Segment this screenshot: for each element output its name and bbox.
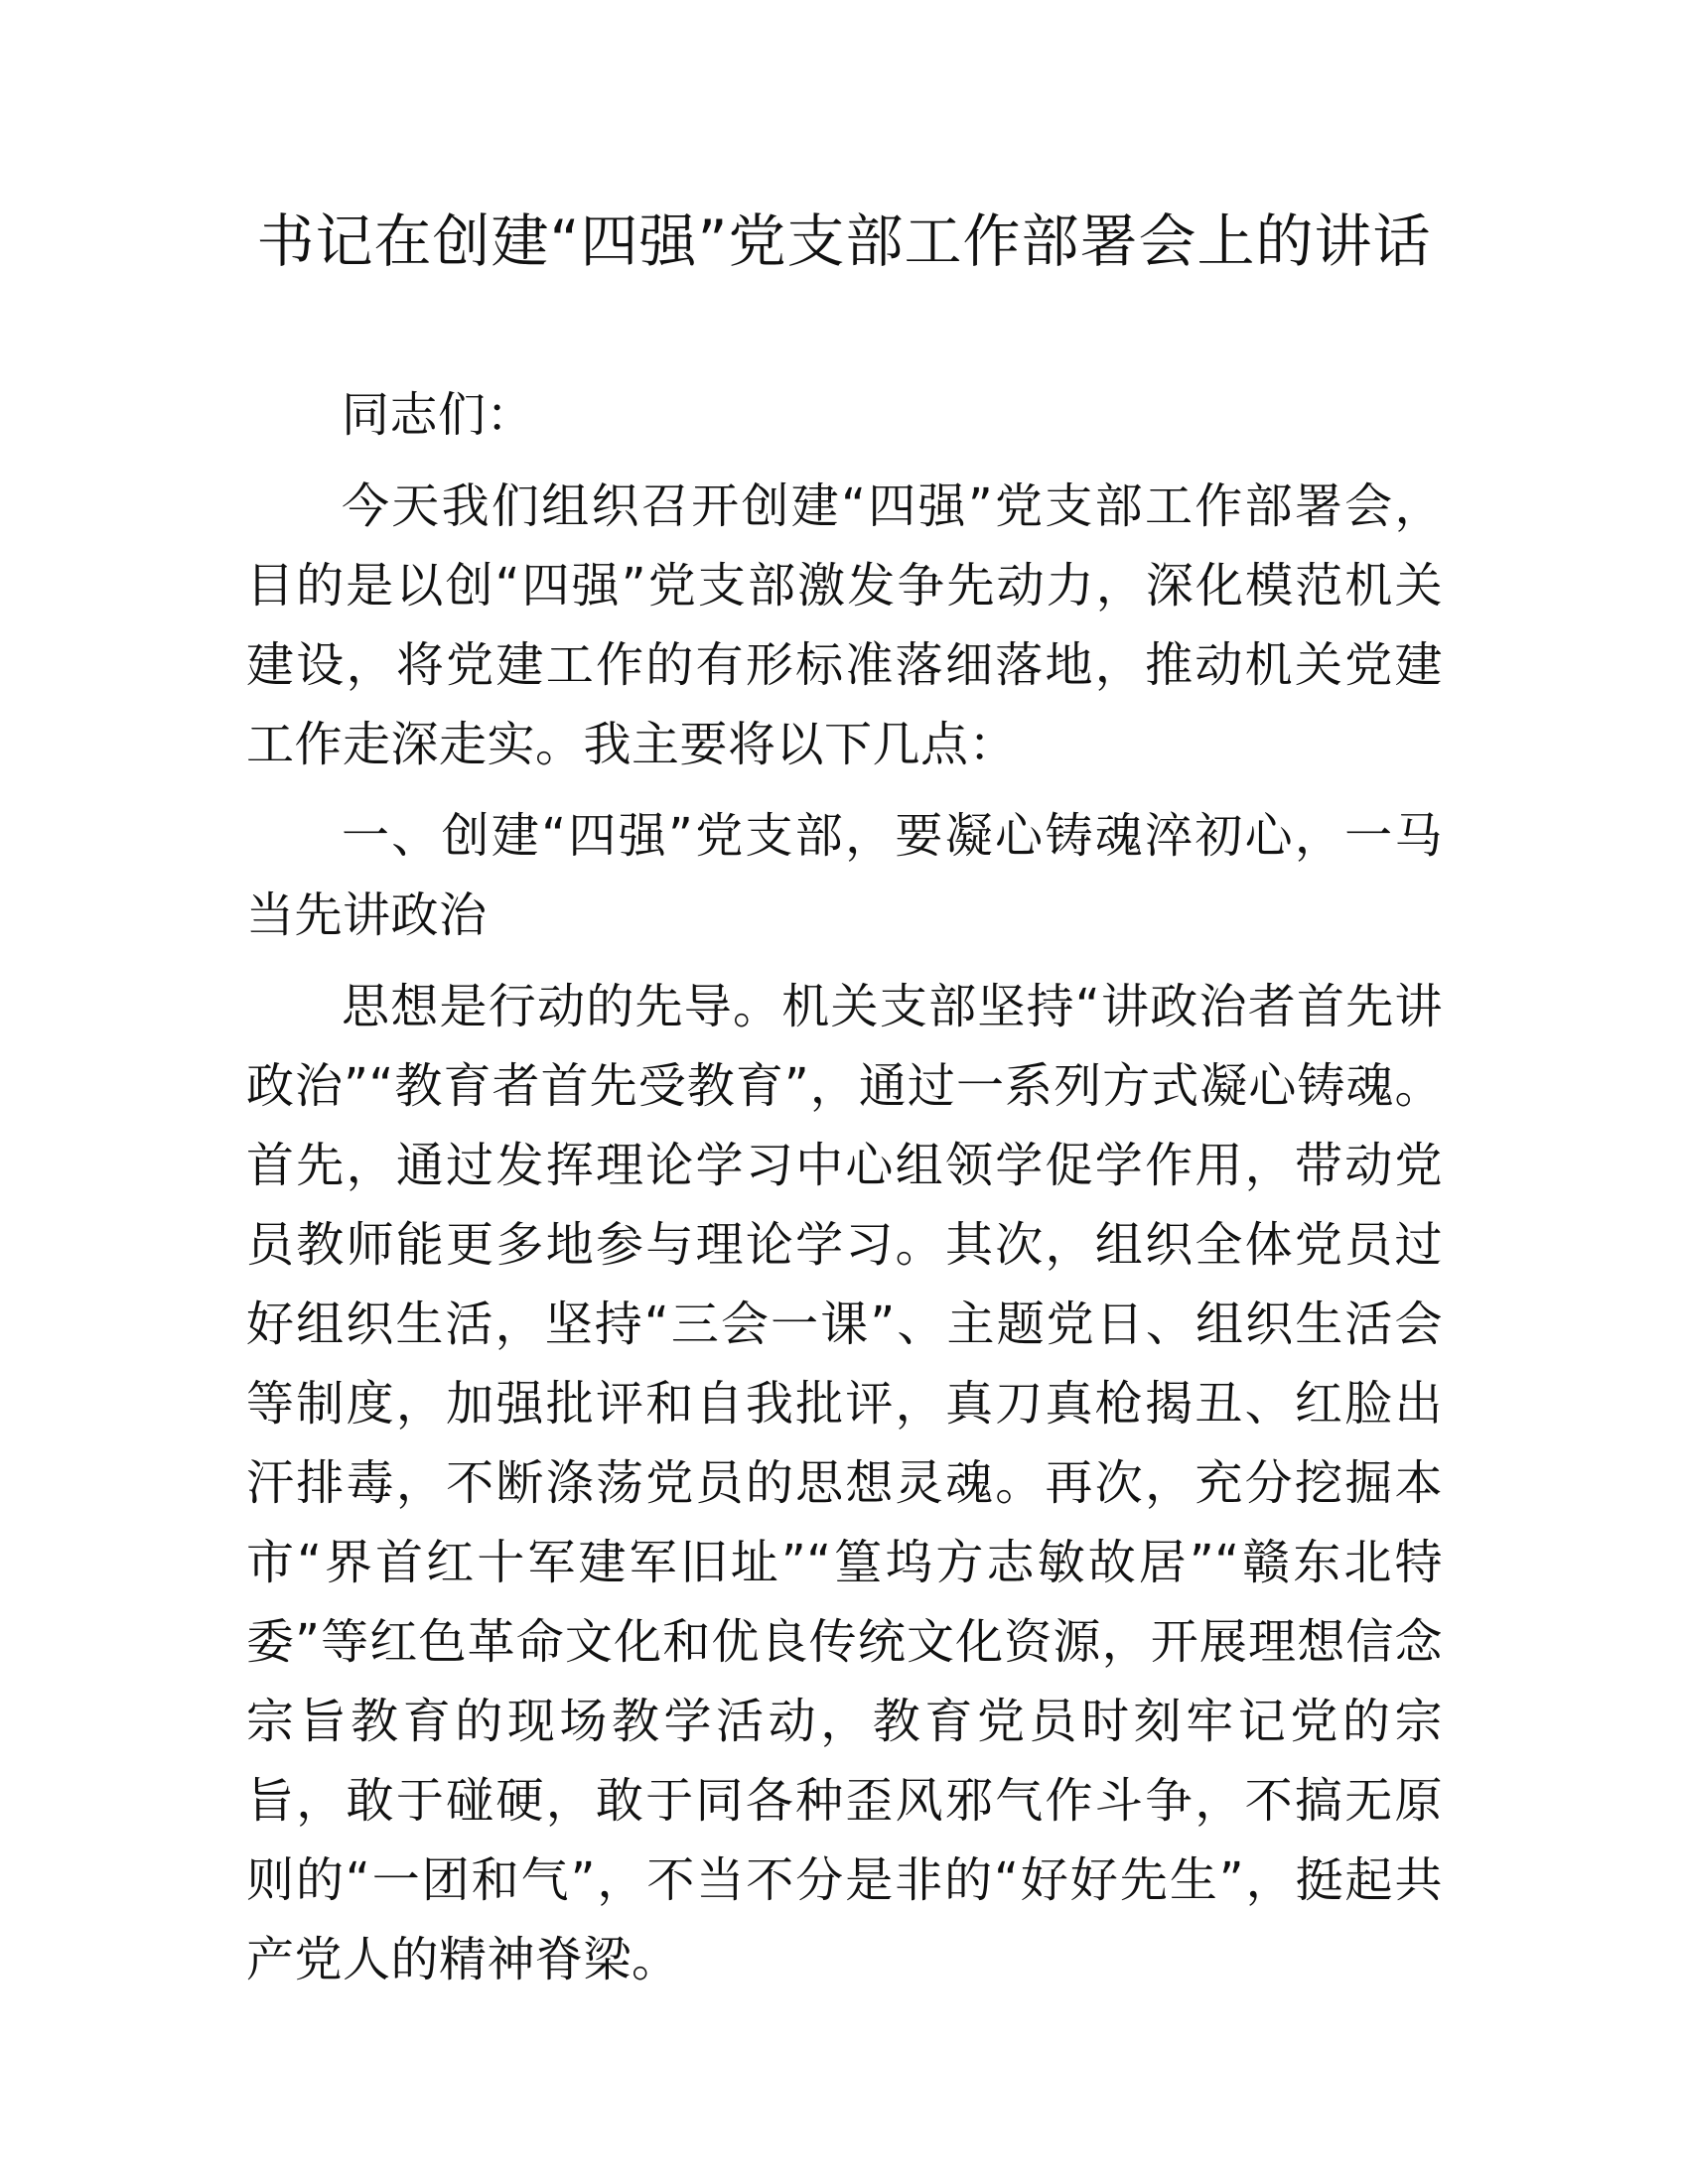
section-heading-1: 一、创建“四强”党支部，要凝心铸魂淬初心，一马当先讲政治 — [246, 808, 1443, 943]
document-title: 书记在创建“四强”党支部工作部署会上的讲话 — [256, 207, 1432, 275]
document-body — [246, 375, 1443, 2011]
salutation: 同志们： — [342, 387, 535, 443]
section-1-paragraph: 思想是行动的先导。机关支部坚持“讲政治者首先讲政治”“教育者首先受教育”，通过一系列方式凝心铸魂。首先，通过发挥理论学习中心组领学促学作用，带动党员教师能更多地参与理论学习。其次，组织全体党员过好组织生活，坚持“三会一课”、主题党日、组织生活会等制度，加强批评和自我批评，真刀真枪揭丑、红脸出汗排毒，不断涤荡党员的思想灵魂。再次，充分挖掘本市“界首红十军建军旧址”“篁坞方志敏故居”“赣东北特委”等红色革命文化和优良传统文化资源，开展理想信念宗旨教育的现场教学活动，教育党员时刻牢记党的宗旨，敢于碰硬，敢于同各种歪风邪气作斗争，不搞无原则的“一团和气”，不当不分是非的“好好先生”，挺起共产党人的精神脊梁。 — [246, 979, 1443, 1987]
intro-paragraph: 今天我们组织召开创建“四强”党支部工作部署会，目的是以创“四强”党支部激发争先动力，深化模范机关建设，将党建工作的有形标准落细落地，推动机关党建工作走深走实。我主要将以下几点： — [246, 478, 1443, 772]
